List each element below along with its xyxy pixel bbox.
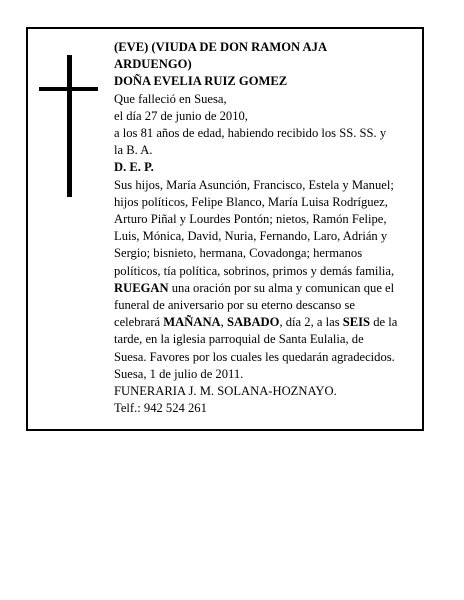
death-date: el día 27 de junio de 2010,: [114, 108, 248, 123]
schedule-text: ,: [220, 315, 227, 330]
family-line: Arturo Piñal y Lourdes Pontón; nietos, Ramón Felipe,: [114, 212, 387, 227]
deceased-alias: (EVE) (VIUDA DE DON RAMON AJA: [114, 40, 328, 54]
obituary-notice: [26, 27, 424, 431]
death-age-cont: la B. A.: [114, 143, 153, 158]
schedule-line: [114, 314, 426, 331]
schedule-text: de la: [370, 315, 398, 330]
deceased-alias-cont: ARDUENGO): [114, 57, 192, 72]
family-line: Sergio; bisnieto, hermana, Covadonga; hermanos: [114, 246, 363, 261]
schedule-text: , día 2, a las: [279, 315, 343, 330]
cross-icon-bar: [39, 87, 98, 91]
notice-date: Suesa, 1 de julio de 2011.: [114, 366, 244, 381]
thanks-line: Suesa. Favores por los cuales les quedarán agradecidos.: [114, 349, 395, 364]
funeral-home: FUNERARIA J. M. SOLANA-HOZNAYO.: [114, 384, 337, 399]
family-line: Sus hijos, María Asunción, Francisco, Estela y Manuel;: [114, 177, 394, 192]
death-age: a los 81 años de edad, habiendo recibido los SS. SS. y: [114, 126, 387, 141]
schedule-text: celebrará: [114, 315, 164, 330]
weekday-keyword: SABADO: [226, 315, 280, 330]
cross-icon: [67, 55, 72, 197]
ruegan-keyword: RUEGAN: [114, 280, 169, 295]
request-line: [114, 280, 426, 297]
time-keyword: SEIS: [342, 315, 371, 330]
funeral-line: funeral de aniversario por su eterno descanso se: [114, 298, 355, 313]
death-place: Que falleció en Suesa,: [114, 91, 227, 106]
family-line: hijos políticos, Felipe Blanco, María Luisa Rodríguez,: [114, 194, 388, 209]
phone-number: Telf.: 942 524 261: [114, 401, 207, 416]
day-keyword: MAÑANA: [163, 315, 221, 330]
church-line: tarde, en la iglesia parroquial de Santa Eulalia, de: [114, 332, 364, 347]
request-text: una oración por su alma y comunican que el: [168, 280, 395, 295]
family-line: Luis, Mónica, David, Nuria, Fernando, Laro, Adrián y: [114, 229, 388, 244]
deceased-name: DOÑA EVELIA RUIZ GOMEZ: [114, 74, 288, 89]
obituary-text: [114, 39, 426, 417]
family-line: políticos, tía política, sobrinos, primos y demás familia,: [114, 263, 395, 278]
rip-label: D. E. P.: [114, 160, 154, 175]
